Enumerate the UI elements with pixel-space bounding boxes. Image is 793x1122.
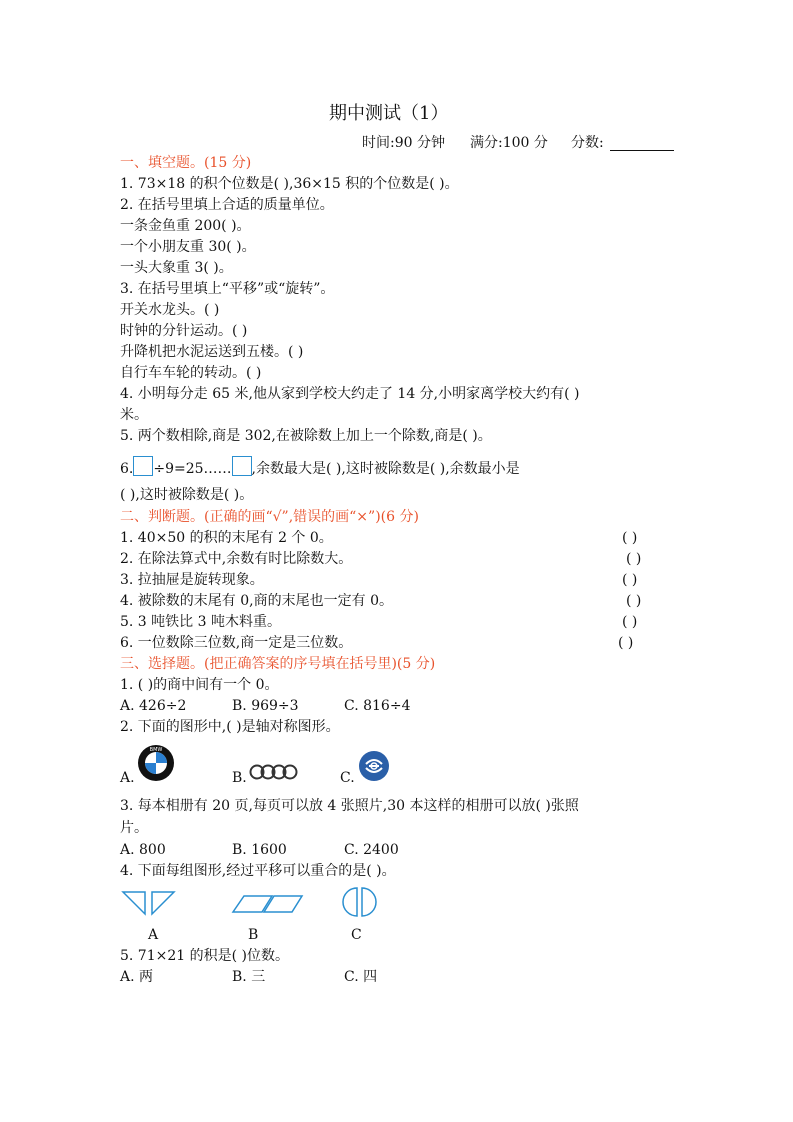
split-circle-figure bbox=[343, 887, 376, 917]
judge-answer-2[interactable]: ( ) bbox=[626, 551, 642, 567]
section-3-heading: 三、选择题。(把正确答案的序号填在括号里)(5 分) bbox=[120, 656, 436, 672]
question-1-2c: 一头大象重 3( )。 bbox=[120, 260, 233, 276]
bmw-logo-text: BMW bbox=[149, 747, 163, 753]
choice-q5-option-a: A. 两 bbox=[120, 969, 154, 985]
question-1-4-cont: 米。 bbox=[120, 407, 148, 423]
choice-q2: 2. 下面的图形中,( )是轴对称图形。 bbox=[120, 719, 340, 735]
choice-q3-option-c: C. 2400 bbox=[344, 842, 399, 858]
question-1-1: 1. 73×18 的积个位数是( ),36×15 积的个位数是( )。 bbox=[120, 176, 459, 192]
bmw-logo-figure bbox=[137, 744, 175, 782]
judge-item-5: 5. 3 吨铁比 3 吨木料重。 bbox=[120, 614, 281, 630]
score-blank[interactable] bbox=[610, 133, 674, 151]
choice-q5-option-c: C. 四 bbox=[344, 969, 378, 985]
dividend-box[interactable] bbox=[133, 456, 153, 476]
question-1-3b: 时钟的分针运动。( ) bbox=[120, 323, 248, 339]
judge-answer-6[interactable]: ( ) bbox=[618, 635, 634, 651]
figure-label-c: C bbox=[351, 927, 362, 943]
question-1-6 bbox=[120, 456, 520, 479]
question-1-6-cont: ( ),这时被除数是( )。 bbox=[120, 487, 254, 503]
question-1-6-equation: ÷9=25…… bbox=[153, 461, 232, 477]
choice-q3-option-b: B. 1600 bbox=[232, 842, 287, 858]
judge-item-2: 2. 在除法算式中,余数有时比除数大。 bbox=[120, 551, 353, 567]
question-1-3: 3. 在括号里填上“平移”或“旋转”。 bbox=[120, 281, 335, 297]
question-1-2a: 一条金鱼重 200( )。 bbox=[120, 218, 251, 234]
choice-q2-option-b: B. bbox=[232, 770, 247, 786]
choice-q5-option-b: B. 三 bbox=[232, 969, 266, 985]
remainder-box[interactable] bbox=[232, 456, 252, 476]
question-1-2: 2. 在括号里填上合适的质量单位。 bbox=[120, 197, 334, 213]
page-title: 期中测试（1） bbox=[329, 103, 449, 124]
figure-label-b: B bbox=[248, 927, 259, 943]
question-1-3c: 升降机把水泥运送到五楼。( ) bbox=[120, 344, 304, 360]
question-1-3d: 自行车车轮的转动。( ) bbox=[120, 365, 262, 381]
exam-time: 时间:90 分钟 bbox=[362, 135, 445, 151]
choice-q5: 5. 71×21 的积是( )位数。 bbox=[120, 948, 289, 964]
question-1-2b: 一个小朋友重 30( )。 bbox=[120, 239, 256, 255]
triangles-figure bbox=[122, 891, 176, 915]
choice-q3-option-a: A. 800 bbox=[120, 842, 166, 858]
judge-answer-4[interactable]: ( ) bbox=[626, 593, 642, 609]
score-label: 分数: bbox=[571, 135, 604, 151]
judge-item-1: 1. 40×50 的积的末尾有 2 个 0。 bbox=[120, 530, 333, 546]
question-1-3a: 开关水龙头。( ) bbox=[120, 302, 220, 318]
choice-q1-option-a: A. 426÷2 bbox=[120, 698, 187, 714]
section-2-heading: 二、判断题。(正确的画“√”,错误的画“×”)(6 分) bbox=[120, 509, 419, 525]
full-score: 满分:100 分 bbox=[470, 135, 548, 151]
question-1-6-number: 6. bbox=[120, 461, 134, 477]
question-1-4: 4. 小明每分走 65 米,他从家到学校大约走了 14 分,小明家离学校大约有( ) bbox=[120, 386, 580, 402]
question-1-5: 5. 两个数相除,商是 302,在被除数上加上一个除数,商是( )。 bbox=[120, 428, 492, 444]
judge-item-4: 4. 被除数的末尾有 0,商的末尾也一定有 0。 bbox=[120, 593, 393, 609]
judge-item-3: 3. 拉抽屉是旋转现象。 bbox=[120, 572, 264, 588]
section-1-heading: 一、填空题。(15 分) bbox=[120, 155, 252, 171]
parallelograms-figure bbox=[232, 895, 304, 913]
choice-q3: 3. 每本相册有 20 页,每页可以放 4 张照片,30 本这样的相册可以放( )张照 bbox=[120, 798, 579, 814]
judge-answer-3[interactable]: ( ) bbox=[622, 572, 638, 588]
choice-q3-cont: 片。 bbox=[120, 820, 148, 836]
four-rings-figure bbox=[249, 764, 301, 780]
choice-q2-option-c: C. bbox=[340, 770, 355, 786]
choice-q1-option-b: B. 969÷3 bbox=[232, 698, 299, 714]
judge-answer-1[interactable]: ( ) bbox=[622, 530, 638, 546]
choice-q1: 1. ( )的商中间有一个 0。 bbox=[120, 677, 279, 693]
choice-q2-option-a: A. bbox=[120, 770, 135, 786]
swirl-logo-figure bbox=[358, 750, 390, 782]
question-1-6-text: ,余数最大是( ),这时被除数是( ),余数最小是 bbox=[251, 461, 520, 477]
judge-item-6: 6. 一位数除三位数,商一定是三位数。 bbox=[120, 635, 353, 651]
judge-answer-5[interactable]: ( ) bbox=[622, 614, 638, 630]
choice-q1-option-c: C. 816÷4 bbox=[344, 698, 411, 714]
figure-label-a: A bbox=[148, 927, 159, 943]
choice-q4: 4. 下面每组图形,经过平移可以重合的是( )。 bbox=[120, 863, 396, 879]
